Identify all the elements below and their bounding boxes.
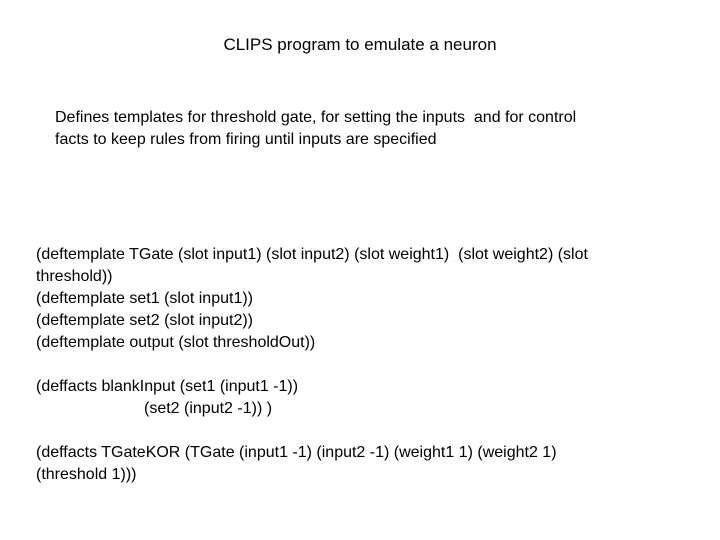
intro-line: facts to keep rules from firing until inputs are specified — [55, 131, 437, 148]
code-line: threshold)) — [36, 268, 113, 285]
code-line: (deftemplate TGate (slot input1) (slot input2) (slot weight1) (slot weight2) (slot — [36, 246, 588, 263]
slide-title: CLIPS program to emulate a neuron — [223, 35, 497, 54]
code-line: (deffacts blankInput (set1 (input1 -1)) — [36, 378, 299, 395]
code-line: (deffacts TGateKOR (TGate (input1 -1) (input2 -1) (weight1 1) (weight2 1) — [36, 444, 557, 461]
spacer — [36, 354, 686, 376]
code-line: (set2 (input2 -1)) ) — [144, 400, 273, 417]
intro-line: Defines templates for threshold gate, for setting the inputs and for control — [55, 109, 577, 126]
deftemplate-block — [36, 244, 686, 354]
code-line: (deftemplate set1 (slot input1)) — [36, 290, 253, 307]
code-line: (deftemplate output (slot thresholdOut)) — [36, 334, 316, 351]
spacer — [36, 420, 686, 442]
intro-paragraph — [55, 107, 675, 151]
deffacts-tgate-block — [36, 442, 686, 486]
code-line: (deftemplate set2 (slot input2)) — [36, 312, 253, 329]
deffacts-blank-input-block — [36, 376, 686, 420]
code-line: (threshold 1))) — [36, 466, 137, 483]
code-listing — [36, 244, 686, 486]
